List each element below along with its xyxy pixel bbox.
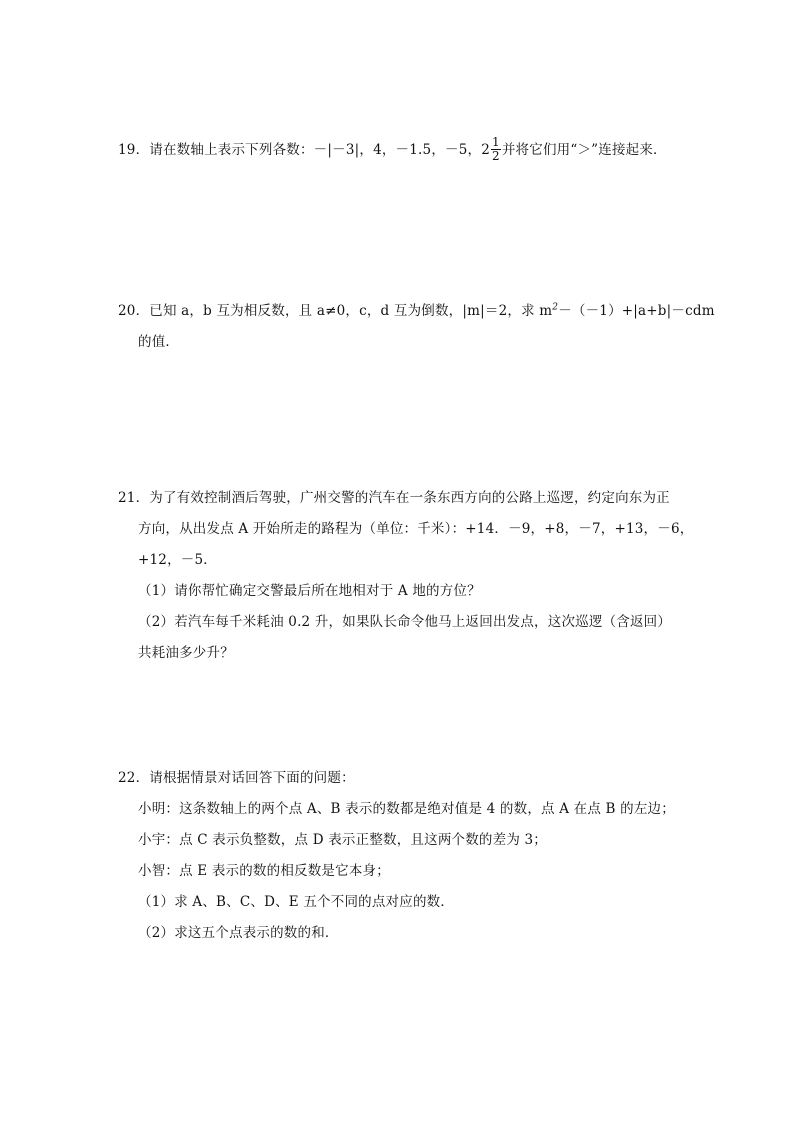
q19-text-before: 19．请在数轴上表示下列各数：－|－3|，4，－1.5，－5，2 (118, 142, 491, 158)
fraction-numerator: 1 (492, 135, 500, 149)
question-22-xiaozhi: 小智：点 E 表示的数的相反数是它本身； (138, 863, 390, 879)
question-21-sub-1: （1）请你帮忙确定交警最后所在地相对于 A 地的方位？ (138, 583, 481, 599)
question-20-line-2: 的值． (138, 334, 180, 350)
question-22-line-1: 22．请根据情景对话回答下面的问题： (118, 770, 355, 786)
question-22-sub-2: （2）求这五个点表示的数的和． (138, 925, 339, 941)
q20-text-part-2: －（－1）+|a+b|－cdm (558, 303, 715, 319)
question-22-sub-1: （1）求 A、B、C、D、E 五个不同的点对应的数． (138, 894, 455, 910)
question-21-sub-2: （2）若汽车每千米耗油 0.2 升，如果队长命令他马上返回出发点，这次巡逻（含返回） (138, 614, 672, 630)
question-21-sub-2-continued: 共耗油多少升？ (138, 645, 234, 661)
question-20-line-1 (118, 302, 715, 320)
fraction-one-half (491, 136, 501, 163)
question-22-xiaoming: 小明：这条数轴上的两个点 A、B 表示的数都是绝对值是 4 的数，点 A 在点 B 的左边； (138, 801, 675, 817)
question-19 (118, 137, 667, 164)
question-21-line-2: 方向，从出发点 A 开始所走的路程为（单位：千米）：+14．－9，+8，－7，+13，－6， (138, 521, 694, 537)
q20-exponent: 2 (552, 302, 559, 313)
q19-text-after: 并将它们用“＞”连接起来． (501, 142, 667, 158)
fraction-denominator: 2 (492, 149, 500, 163)
q20-text-part-1: 20．已知 a，b 互为相反数，且 a≠0，c，d 互为倒数，|m|＝2，求 m (118, 303, 553, 319)
question-21-line-1: 21．为了有效控制酒后驾驶，广州交警的汽车在一条东西方向的公路上巡逻，约定向东为正 (118, 490, 670, 506)
question-22-xiaoyu: 小宇：点 C 表示负整数，点 D 表示正整数，且这两个数的差为 3； (138, 832, 547, 848)
question-21-line-3: +12，－5． (138, 552, 217, 568)
